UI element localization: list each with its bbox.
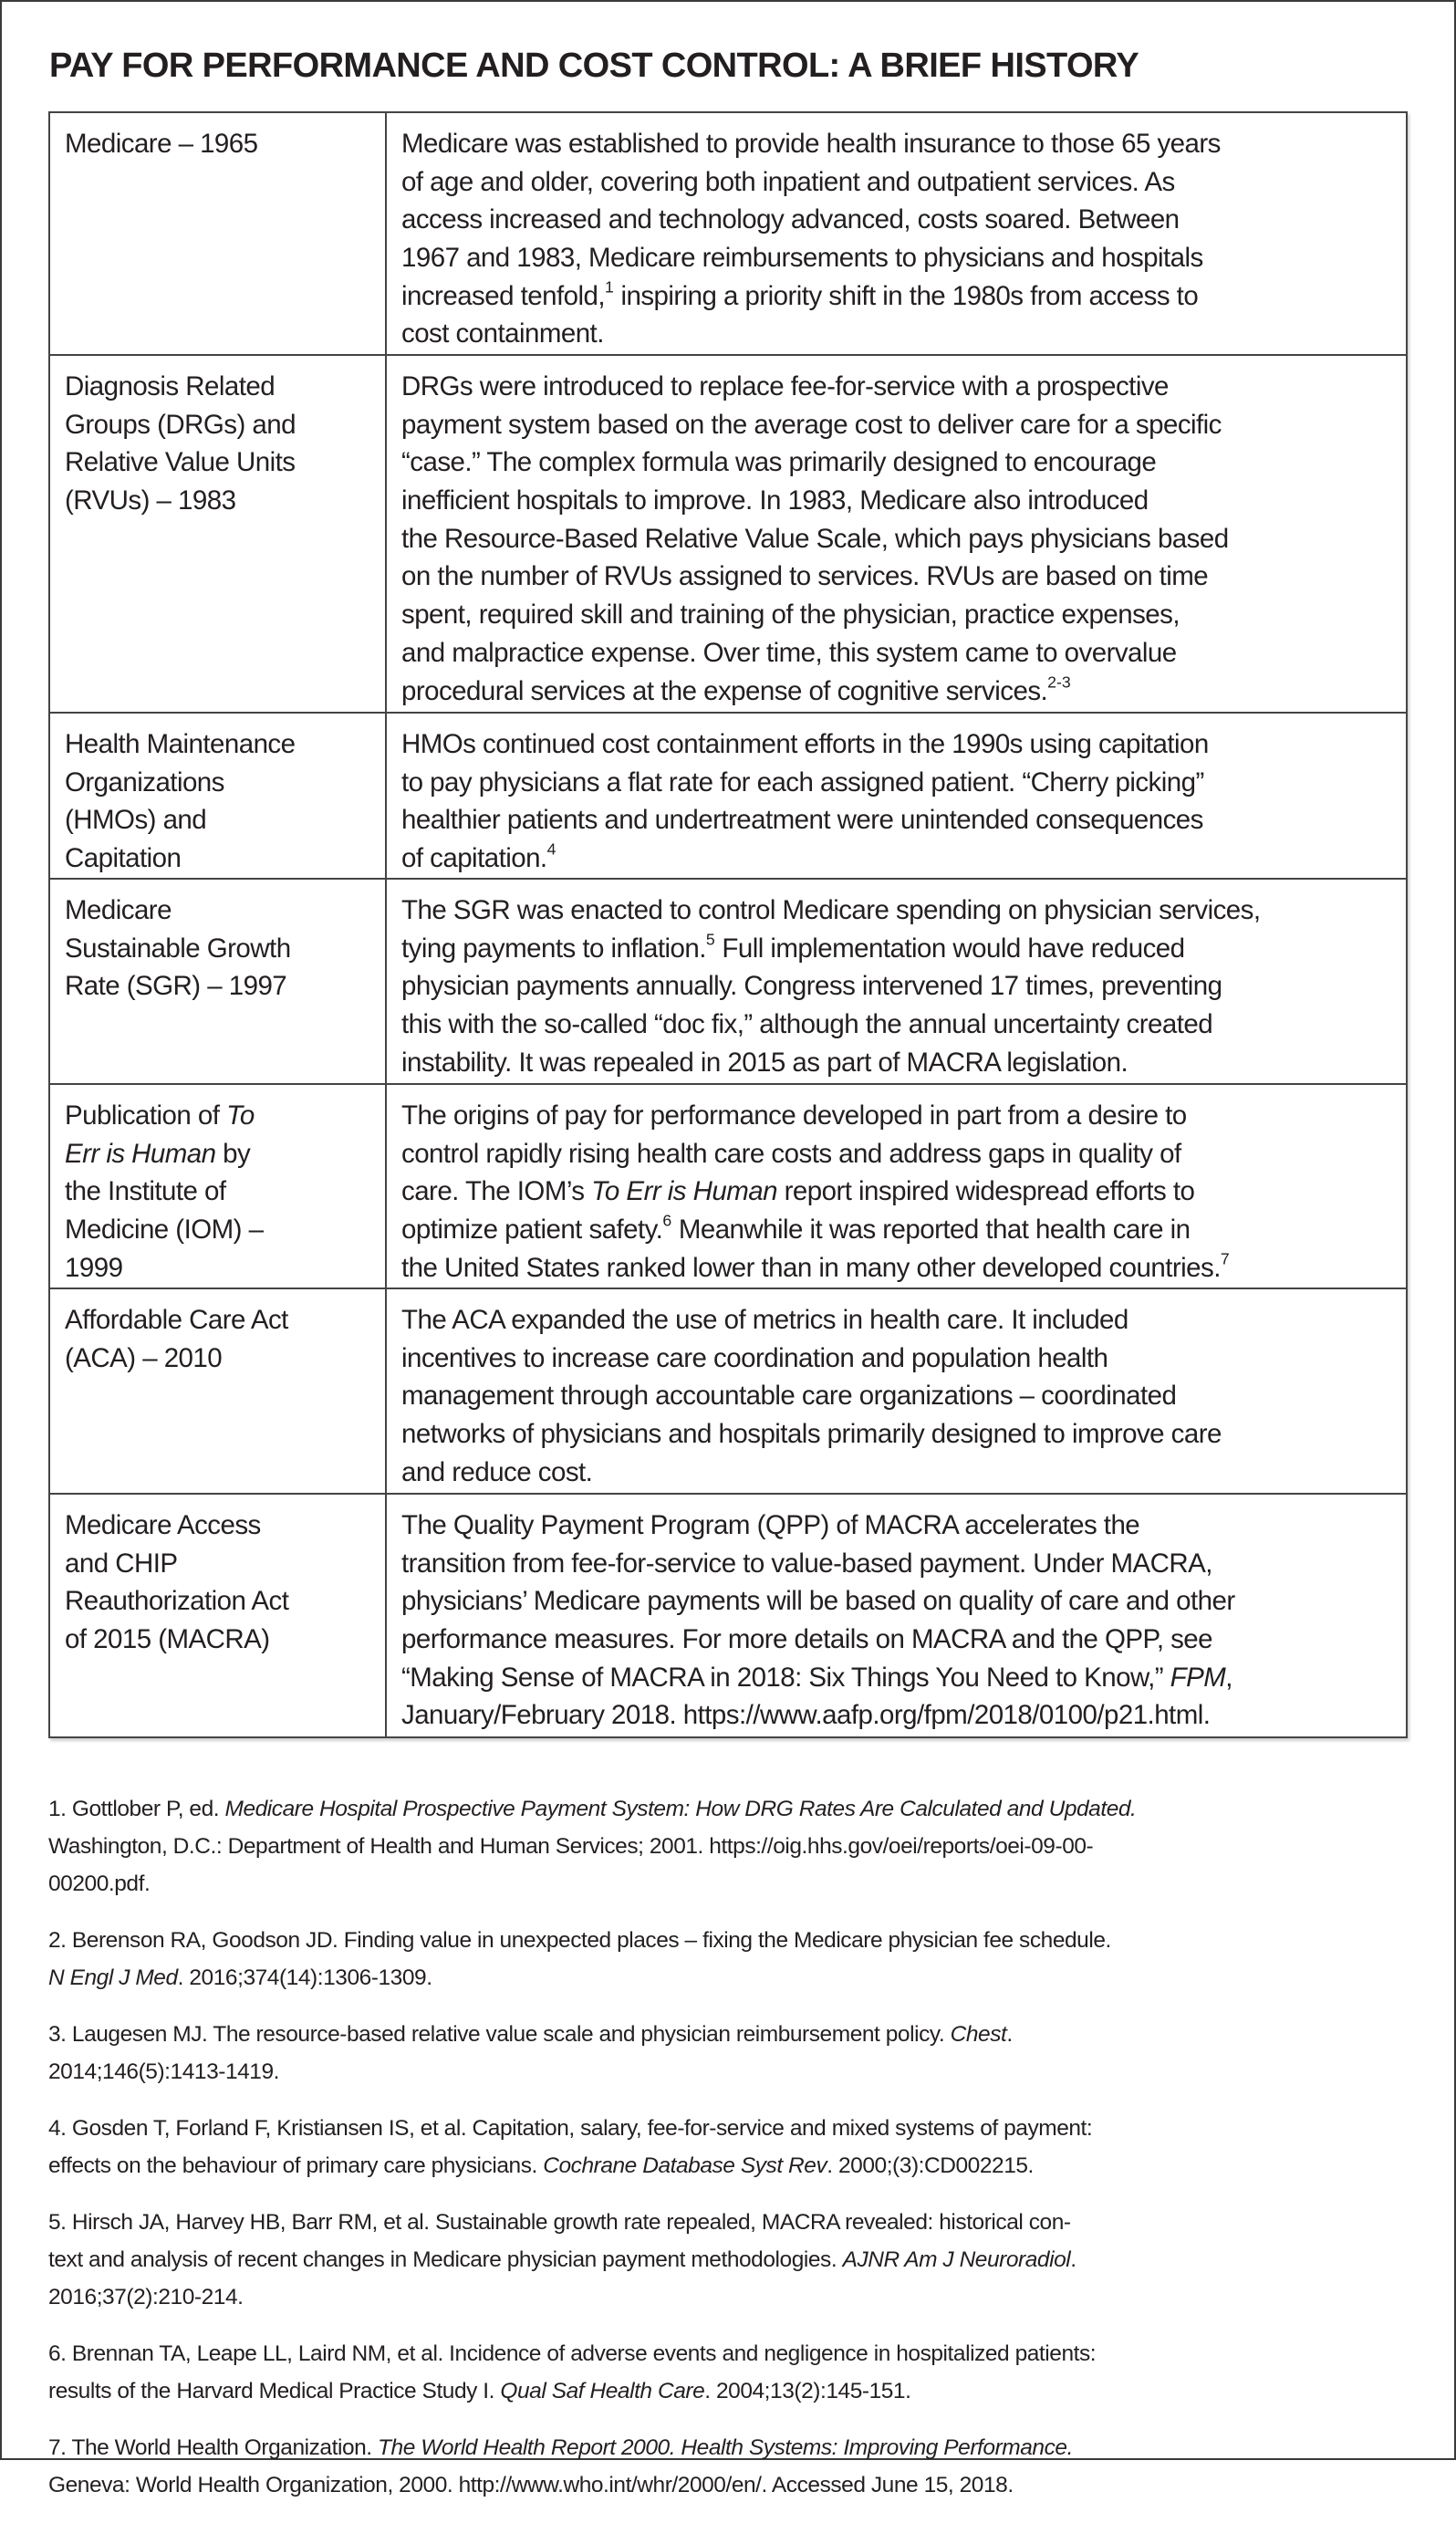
- italic-text: Err is Human: [65, 1138, 216, 1169]
- footnote-line: [48, 2147, 1408, 2184]
- text-segment: Reauthorization Act: [65, 1586, 289, 1617]
- era-description-line: [401, 1340, 1391, 1378]
- era-description-line: [401, 672, 1391, 711]
- table-row: [49, 355, 1407, 713]
- era-description-line: [401, 277, 1391, 316]
- era-label-line: [65, 125, 381, 163]
- footnote-line: [48, 2016, 1408, 2053]
- text-segment: 1999: [65, 1252, 123, 1283]
- footnote-line: [48, 2110, 1408, 2147]
- text-segment: 3. Laugesen MJ. The resource-based relative value scale and physician reimbursement policy.: [48, 2022, 951, 2047]
- era-label-line: [65, 839, 381, 878]
- footnote-line: [48, 1865, 1408, 1903]
- era-label-cell: [49, 1288, 386, 1494]
- history-table-body: [49, 112, 1407, 1737]
- era-description-line: [401, 1377, 1391, 1415]
- era-label-line: [65, 1249, 381, 1288]
- text-segment: instability. It was repealed in 2015 as part of MACRA legislation.: [401, 1047, 1128, 1078]
- text-segment: of 2015 (MACRA): [65, 1624, 270, 1655]
- text-segment: results of the Harvard Medical Practice Study I.: [48, 2379, 501, 2403]
- italic-text: Cochrane Database Syst Rev: [543, 2153, 827, 2178]
- footnote-line: [48, 1828, 1408, 1865]
- text-segment: management through accountable care organizations – coordinated: [401, 1381, 1177, 1412]
- era-description-line: [401, 1044, 1391, 1082]
- italic-text: FPM: [1170, 1662, 1226, 1693]
- era-label-line: [65, 801, 381, 839]
- text-segment: 1. Gottlober P, ed.: [48, 1797, 225, 1821]
- text-segment: Diagnosis Related: [65, 371, 276, 401]
- text-segment: optimize patient safety.: [401, 1215, 663, 1246]
- footnote-reference: 1: [604, 277, 614, 297]
- text-segment: HMOs continued cost containment efforts in the 1990s using capitation: [401, 729, 1209, 759]
- era-label-line: [65, 930, 381, 968]
- era-description-line: [401, 1415, 1391, 1454]
- text-segment: increased tenfold,: [401, 280, 605, 311]
- text-segment: inefficient hospitals to improve. In 1983, Medicare also introduced: [401, 485, 1149, 516]
- footnote-line: [48, 2241, 1408, 2278]
- text-segment: access increased and technology advanced, costs soared. Between: [401, 204, 1180, 235]
- italic-text: To: [226, 1100, 255, 1131]
- text-segment: The ACA expanded the use of metrics in health care. It included: [401, 1305, 1128, 1335]
- era-description-line: [401, 1097, 1391, 1135]
- text-segment: Publication of: [65, 1100, 227, 1131]
- era-label-line: [65, 1545, 381, 1583]
- text-segment: January/February 2018. https://www.aafp.org/fpm/2018/0100/p21.html.: [401, 1700, 1211, 1731]
- text-segment: 2014;146(5):1413-1419.: [48, 2059, 280, 2084]
- era-description-line: [401, 1211, 1391, 1249]
- italic-text: Qual Saf Health Care: [500, 2379, 705, 2403]
- footnote-reference: 6: [662, 1211, 672, 1230]
- text-segment: Medicare: [65, 895, 172, 925]
- era-description-line: [401, 163, 1391, 202]
- italic-text: To Err is Human: [591, 1176, 777, 1207]
- era-label-line: [65, 1173, 381, 1211]
- footnote-reference: 7: [1220, 1249, 1230, 1268]
- text-segment: Medicine (IOM) –: [65, 1215, 264, 1246]
- italic-text: Medicare Hospital Prospective Payment System: How DRG Rates Are Calculated and Updated.: [224, 1797, 1137, 1821]
- era-description-line: [401, 1621, 1391, 1659]
- era-description-line: [401, 520, 1391, 558]
- era-description-line: [401, 368, 1391, 406]
- footnote-line: [48, 2429, 1408, 2466]
- era-description-cell: [386, 879, 1407, 1084]
- text-segment: . 2004;13(2):145-151.: [704, 2379, 911, 2403]
- text-segment: 2. Berenson RA, Goodson JD. Finding value in unexpected places – fixing the Medicare physician fee schedule.: [48, 1928, 1111, 1953]
- text-segment: (HMOs) and: [65, 805, 207, 836]
- era-description-line: [401, 1582, 1391, 1621]
- text-segment: Groups (DRGs) and: [65, 409, 296, 440]
- text-segment: 00200.pdf.: [48, 1871, 151, 1896]
- text-segment: “case.” The complex formula was primarily designed to encourage: [401, 447, 1157, 478]
- era-label-line: [65, 725, 381, 764]
- text-segment: cost containment.: [401, 318, 604, 349]
- text-segment: control rapidly rising health care costs and address gaps in quality of: [401, 1138, 1181, 1169]
- era-label-line: [65, 368, 381, 406]
- era-label-line: [65, 1135, 381, 1173]
- text-segment: .: [1070, 2247, 1076, 2272]
- text-segment: 1967 and 1983, Medicare reimbursements to physicians and hospitals: [401, 243, 1203, 274]
- footnote-reference: 2-3: [1047, 672, 1071, 692]
- text-segment: text and analysis of recent changes in Medicare physician payment methodologies.: [48, 2247, 843, 2272]
- era-description-line: [401, 1135, 1391, 1173]
- era-label-line: [65, 891, 381, 930]
- text-segment: Geneva: World Health Organization, 2000. http://www.who.int/whr/2000/en/. Accessed June 15, 2018.: [48, 2473, 1014, 2497]
- text-segment: procedural services at the expense of cognitive services.: [401, 675, 1048, 706]
- footnote-reference: 4: [546, 839, 556, 859]
- text-segment: Medicare was established to provide health insurance to those 65 years: [401, 129, 1221, 159]
- footnote-line: [48, 2372, 1408, 2410]
- text-segment: networks of physicians and hospitals primarily designed to improve care: [401, 1419, 1222, 1450]
- text-segment: the United States ranked lower than in many other developed countries.: [401, 1252, 1221, 1283]
- footnote-item: [48, 2016, 1408, 2090]
- text-segment: Rate (SGR) – 1997: [65, 971, 287, 1002]
- era-description-line: [401, 315, 1391, 353]
- era-description-line: [401, 1545, 1391, 1583]
- text-segment: of age and older, covering both inpatient and outpatient services. As: [401, 166, 1175, 197]
- era-label-line: [65, 1582, 381, 1621]
- text-segment: physicians’ Medicare payments will be based on quality of care and other: [401, 1586, 1235, 1617]
- text-segment: and malpractice expense. Over time, this system came to overvalue: [401, 637, 1177, 668]
- text-segment: Meanwhile it was reported that health care in: [671, 1215, 1191, 1246]
- text-segment: the Resource-Based Relative Value Scale, which pays physicians based: [401, 523, 1229, 554]
- text-segment: (RVUs) – 1983: [65, 485, 236, 516]
- era-description-line: [401, 839, 1391, 878]
- table-row: [49, 1494, 1407, 1737]
- era-description-cell: [386, 112, 1407, 355]
- text-segment: 7. The World Health Organization.: [48, 2435, 379, 2460]
- text-segment: Health Maintenance: [65, 729, 296, 759]
- era-label-line: [65, 1621, 381, 1659]
- text-segment: healthier patients and undertreatment were unintended consequences: [401, 805, 1203, 836]
- text-segment: spent, required skill and training of the physician, practice expenses,: [401, 599, 1180, 631]
- era-description-line: [401, 1173, 1391, 1211]
- era-description-line: [401, 596, 1391, 634]
- era-label-line: [65, 1340, 381, 1378]
- footnote-item: [48, 1790, 1408, 1903]
- table-row: [49, 112, 1407, 355]
- era-label-line: [65, 1211, 381, 1249]
- italic-text: N Engl J Med: [48, 1965, 178, 1990]
- text-segment: this with the so-called “doc fix,” although the annual uncertainty created: [401, 1009, 1213, 1040]
- history-table: [48, 111, 1408, 1738]
- era-description-cell: [386, 355, 1407, 713]
- text-segment: . 2016;374(14):1306-1309.: [177, 1965, 432, 1990]
- era-description-line: [401, 930, 1391, 968]
- text-segment: Medicare Access: [65, 1510, 261, 1540]
- table-row: [49, 1288, 1407, 1494]
- era-description-line: [401, 125, 1391, 163]
- italic-text: The World Health Report 2000. Health Systems: Improving Performance.: [378, 2435, 1073, 2460]
- text-segment: incentives to increase care coordination and population health: [401, 1342, 1108, 1373]
- table-row: [49, 879, 1407, 1084]
- text-segment: ,: [1225, 1662, 1232, 1693]
- footnote-line: [48, 2466, 1408, 2504]
- era-description-line: [401, 201, 1391, 239]
- era-description-line: [401, 1249, 1391, 1288]
- era-description-line: [401, 725, 1391, 764]
- era-description-line: [401, 801, 1391, 839]
- text-segment: .: [1006, 2022, 1013, 2047]
- era-description-line: [401, 1454, 1391, 1492]
- text-segment: and reduce cost.: [401, 1456, 593, 1487]
- page-title: PAY FOR PERFORMANCE AND COST CONTROL: A BRIEF HISTORY: [49, 47, 1139, 85]
- italic-text: AJNR Am J Neuroradiol: [842, 2247, 1071, 2272]
- text-segment: Sustainable Growth: [65, 933, 291, 964]
- era-description-line: [401, 1006, 1391, 1044]
- era-description-cell: [386, 713, 1407, 879]
- era-description-cell: [386, 1084, 1407, 1288]
- era-label-line: [65, 1097, 381, 1135]
- footnote-line: [48, 2204, 1408, 2241]
- text-segment: (ACA) – 2010: [65, 1342, 223, 1373]
- era-description-line: [401, 764, 1391, 802]
- text-segment: care. The IOM’s: [401, 1176, 592, 1207]
- era-description-line: [401, 239, 1391, 277]
- text-segment: Washington, D.C.: Department of Health and Human Services; 2001. https://oig.hhs.gov/oei/reports/oei-09-00-: [48, 1834, 1094, 1859]
- footnote-reference: 5: [705, 930, 715, 949]
- footnote-line: [48, 2053, 1408, 2090]
- footnote-item: [48, 1922, 1408, 1997]
- footnote-line: [48, 1790, 1408, 1828]
- footnotes: [48, 1790, 1408, 2523]
- era-description-line: [401, 482, 1391, 520]
- text-segment: The Quality Payment Program (QPP) of MACRA accelerates the: [401, 1510, 1140, 1540]
- text-segment: transition from fee-for-service to value-based payment. Under MACRA,: [401, 1548, 1212, 1579]
- text-segment: payment system based on the average cost to deliver care for a specific: [401, 409, 1222, 440]
- footnote-item: [48, 2335, 1408, 2410]
- text-segment: physician payments annually. Congress intervened 17 times, preventing: [401, 971, 1222, 1002]
- footnote-line: [48, 2278, 1408, 2316]
- era-label-line: [65, 967, 381, 1006]
- text-segment: on the number of RVUs assigned to services. RVUs are based on time: [401, 561, 1209, 592]
- era-label-line: [65, 764, 381, 802]
- era-description-line: [401, 634, 1391, 672]
- text-segment: The SGR was enacted to control Medicare spending on physician services,: [401, 895, 1261, 925]
- text-segment: Medicare – 1965: [65, 129, 258, 159]
- era-description-line: [401, 1507, 1391, 1545]
- era-description-line: [401, 406, 1391, 444]
- footnote-line: [48, 1959, 1408, 1997]
- era-label-line: [65, 482, 381, 520]
- text-segment: Affordable Care Act: [65, 1305, 288, 1335]
- era-label-line: [65, 1301, 381, 1340]
- era-label-cell: [49, 1494, 386, 1737]
- era-description-cell: [386, 1494, 1407, 1737]
- era-label-cell: [49, 355, 386, 713]
- era-label-cell: [49, 1084, 386, 1288]
- text-segment: inspiring a priority shift in the 1980s from access to: [613, 280, 1199, 311]
- text-segment: performance measures. For more details on MACRA and the QPP, see: [401, 1624, 1213, 1655]
- text-segment: tying payments to inflation.: [401, 933, 706, 964]
- italic-text: Chest: [950, 2022, 1007, 2047]
- footnote-line: [48, 1922, 1408, 1959]
- footnote-item: [48, 2110, 1408, 2184]
- text-segment: 6. Brennan TA, Leape LL, Laird NM, et al. Incidence of adverse events and negligence in hospitalized patients:: [48, 2341, 1097, 2366]
- era-description-line: [401, 891, 1391, 930]
- text-segment: report inspired widespread efforts to: [776, 1176, 1195, 1207]
- era-label-line: [65, 443, 381, 482]
- era-description-line: [401, 967, 1391, 1006]
- era-description-line: [401, 1659, 1391, 1697]
- text-segment: . 2000;(3):CD002215.: [827, 2153, 1034, 2178]
- era-label-cell: [49, 713, 386, 879]
- text-segment: 2016;37(2):210-214.: [48, 2285, 244, 2309]
- text-segment: Full implementation would have reduced: [714, 933, 1185, 964]
- era-label-line: [65, 406, 381, 444]
- text-segment: Capitation: [65, 843, 182, 874]
- footnote-item: [48, 2429, 1408, 2504]
- text-segment: Relative Value Units: [65, 447, 296, 478]
- text-segment: effects on the behaviour of primary care physicians.: [48, 2153, 544, 2178]
- era-description-line: [401, 443, 1391, 482]
- text-segment: “Making Sense of MACRA in 2018: Six Things You Need to Know,”: [401, 1662, 1170, 1693]
- text-segment: the Institute of: [65, 1176, 226, 1207]
- text-segment: of capitation.: [401, 843, 547, 874]
- text-segment: The origins of pay for performance developed in part from a desire to: [401, 1100, 1187, 1131]
- footnote-item: [48, 2204, 1408, 2316]
- footnote-line: [48, 2335, 1408, 2372]
- era-description-line: [401, 1301, 1391, 1340]
- text-segment: by: [215, 1138, 251, 1169]
- text-segment: 5. Hirsch JA, Harvey HB, Barr RM, et al. Sustainable growth rate repealed, MACRA revealed: historical con-: [48, 2210, 1071, 2235]
- era-description-cell: [386, 1288, 1407, 1494]
- era-label-cell: [49, 112, 386, 355]
- era-description-line: [401, 558, 1391, 596]
- table-row: [49, 1084, 1407, 1288]
- era-description-line: [401, 1696, 1391, 1735]
- era-label-line: [65, 1507, 381, 1545]
- text-segment: DRGs were introduced to replace fee-for-service with a prospective: [401, 371, 1169, 401]
- text-segment: Organizations: [65, 766, 224, 798]
- table-row: [49, 713, 1407, 879]
- text-segment: to pay physicians a flat rate for each assigned patient. “Cherry picking”: [401, 766, 1204, 798]
- text-segment: 4. Gosden T, Forland F, Kristiansen IS, et al. Capitation, salary, fee-for-service and mixed systems of payment:: [48, 2116, 1093, 2141]
- era-label-cell: [49, 879, 386, 1084]
- text-segment: and CHIP: [65, 1548, 178, 1579]
